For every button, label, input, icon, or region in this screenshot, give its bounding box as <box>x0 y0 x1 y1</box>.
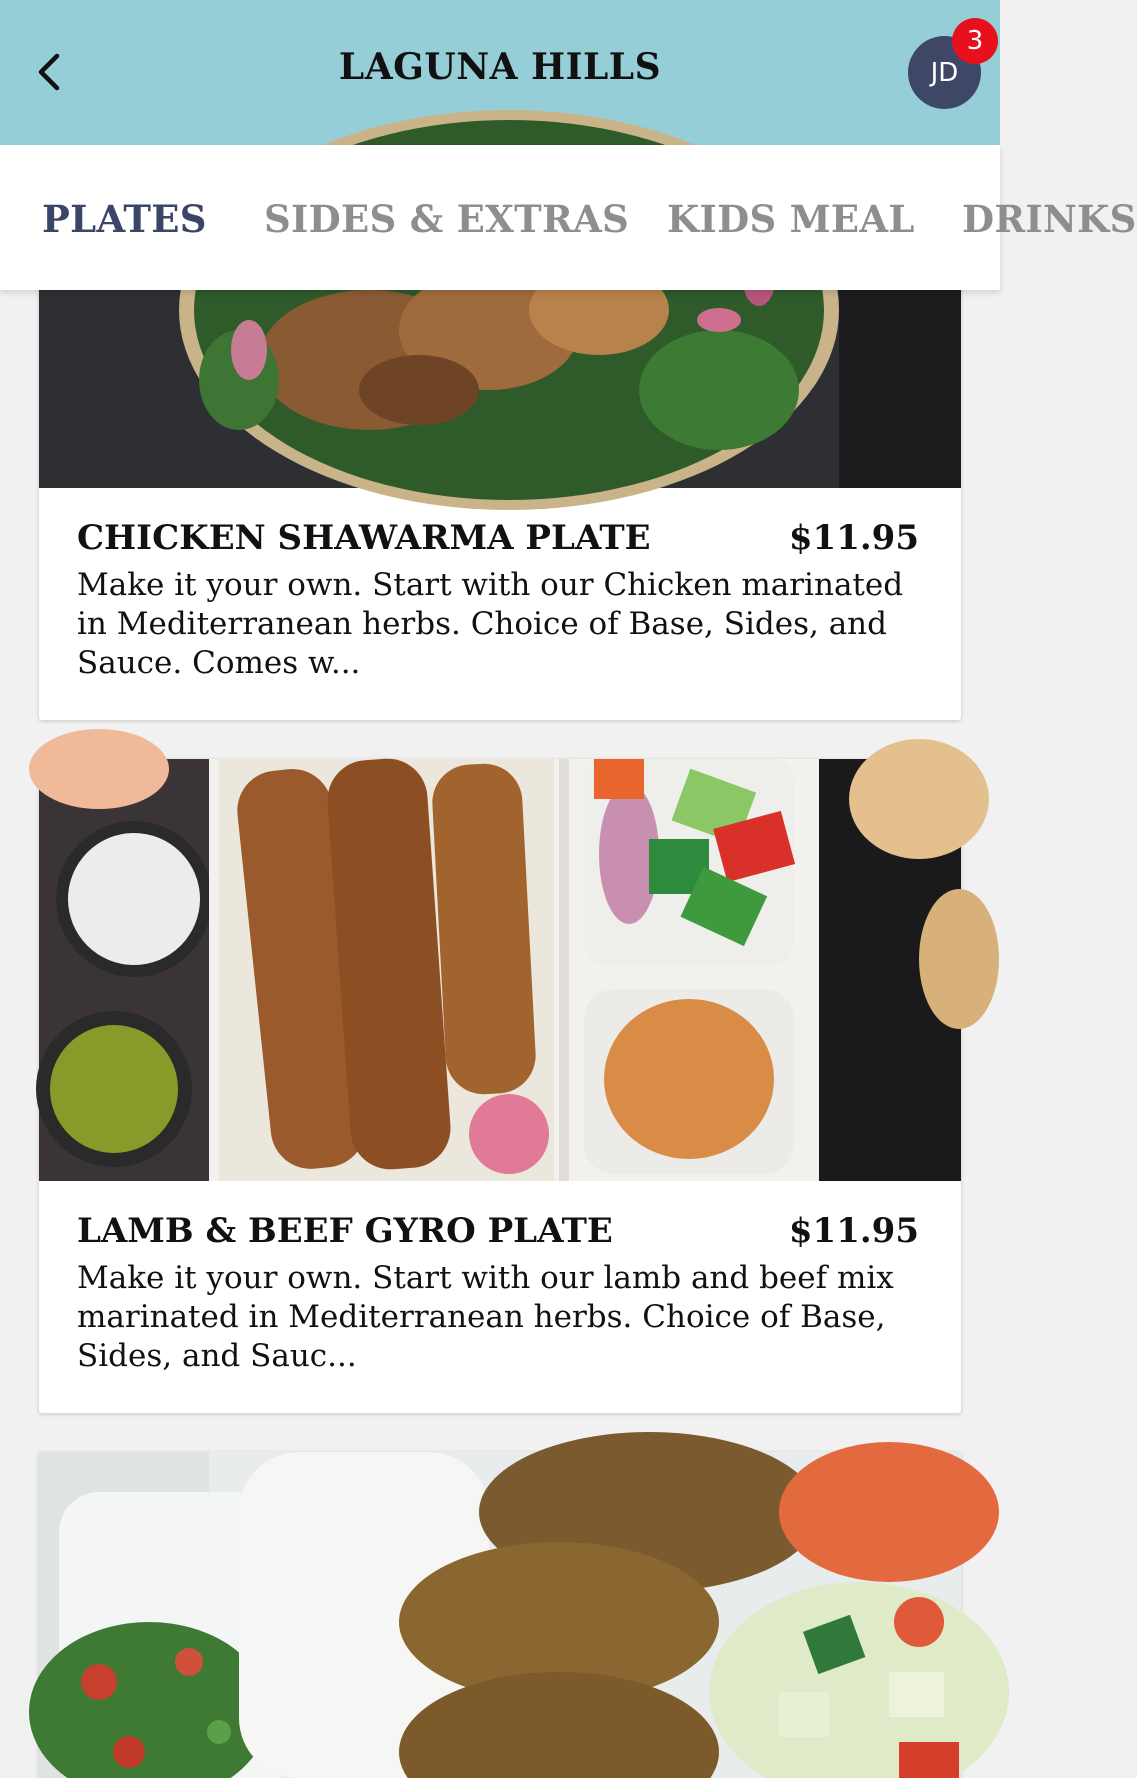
tab-kids-meal[interactable]: KIDS MEAL <box>667 197 915 241</box>
menu-item-price: $11.95 <box>788 518 919 558</box>
page-title: LAGUNA HILLS <box>338 46 662 88</box>
avatar[interactable]: JD <box>908 36 981 109</box>
menu-item-image <box>39 759 961 1181</box>
tab-drinks[interactable]: DRINKS <box>962 197 1137 241</box>
tab-plates[interactable]: PLATES <box>42 197 207 241</box>
menu-item-card[interactable] <box>39 759 961 1413</box>
menu-item-description: Make it your own. Start with our Chicken marinated in Mediterranean herbs. Choice of Base, Sides, and Sauce. Comes w... <box>77 567 904 681</box>
menu-item-image <box>39 1452 961 1778</box>
notification-badge: 3 <box>952 18 998 64</box>
menu-item-name: LAMB & BEEF GYRO PLATE <box>77 1211 613 1251</box>
menu-item-name: CHICKEN SHAWARMA PLATE <box>77 518 651 558</box>
menu-item-price: $11.95 <box>788 1211 919 1251</box>
menu-item-description: Make it your own. Start with our lamb and beef mix marinated in Mediterranean herbs. Choice of Base, Sides, and Sauc... <box>77 1260 894 1374</box>
category-tabs <box>0 145 1137 290</box>
menu-item-card[interactable] <box>39 240 961 720</box>
menu-item-card[interactable] <box>39 1452 961 1778</box>
tab-sides-extras[interactable]: SIDES & EXTRAS <box>264 197 630 241</box>
